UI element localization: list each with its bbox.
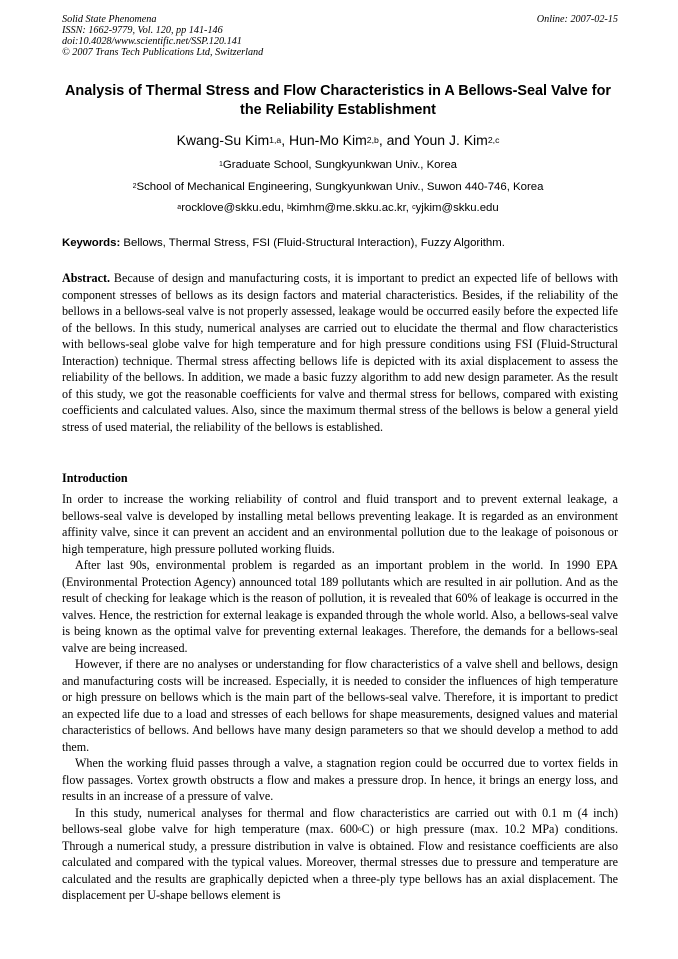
online-date: Online: 2007-02-15 — [536, 14, 618, 25]
introduction-body — [62, 491, 618, 904]
keywords-text: Bellows, Thermal Stress, FSI (Fluid-Structural Interaction), Fuzzy Algorithm. — [120, 237, 505, 249]
affiliation-text: Graduate School, Sungkyunkwan Univ., Korea — [222, 159, 457, 171]
author-emails — [62, 201, 614, 215]
author-affiliation-mark: 1,a — [269, 134, 282, 145]
author-affiliation-mark: 2,c — [487, 134, 500, 145]
copyright-line: © 2007 Trans Tech Publications Ltd, Switzerland — [62, 47, 264, 58]
author-list — [62, 131, 614, 149]
keywords — [62, 236, 618, 250]
email-link[interactable]: yjkim@skku.edu — [415, 202, 499, 214]
author-name: Youn J. Kim — [413, 132, 488, 148]
paper-title: Analysis of Thermal Stress and Flow Characteristics in A Bellows-Seal Valve for the Reliability Establishment — [65, 83, 611, 118]
affiliation-text: School of Mechanical Engineering, Sungkyunkwan Univ., Suwon 440-746, Korea — [136, 181, 544, 193]
abstract-text: Because of design and manufacturing costs, it is important to predict an expected life of bellows with component stresses of bellows as its design factors and material characteristics. Besides, if the reliability of the bellows in a bellows-seal valve is not properly assessed, leakage would be occurred easily before the expected life of the bellows. In this study, numerical analyses are carried out to elucidate the thermal and flow characteristics with bellows-seal globe valve for high temperature and for high pressure conditions using FSI (Fluid-Structural Interaction) technique. Thermal stress affecting bellows life is depicted with its axial displacement to assess the reliability of the bellows. In addition, we made a basic fuzzy algorithm to add new design parameter. As the result of this study, we got the reasonable coefficients for valve and thermal stress for bellows, compared with existing coefficients and calculated values. Also, since the maximum thermal stress of the bellows is below a general yield stress of used material, the reliability of the bellows is established. — [62, 271, 618, 434]
keywords-label: Keywords: — [62, 237, 121, 249]
email-link[interactable]: rocklove@skku.edu, — [181, 202, 288, 214]
paragraph — [62, 805, 618, 904]
email-mark: b — [287, 204, 292, 212]
email-mark: c — [412, 204, 416, 212]
author-separator: , and — [378, 132, 414, 148]
paragraph-text: In this study, numerical analyses for thermal and flow characteristics are carried out with 0.1 m (4 inch) bellows-seal globe valve for high temperature (max. 600 — [62, 805, 618, 836]
affiliation-1 — [62, 158, 614, 172]
doi-line: doi:10.4028/www.scientific.net/SSP.120.141 — [62, 36, 242, 47]
paragraph: When the working fluid passes through a valve, a stagnation region could be occurred due to vortex fields in flow passages. Vortex growth obstructs a flow and makes a pressure drop. In hence, it brings an energy loss, and results in an increase of a pressure of valve. — [62, 756, 618, 803]
email-mark: a — [177, 204, 182, 212]
journal-header — [62, 14, 618, 58]
paragraph: However, if there are no analyses or understanding for flow characteristics of a valve shell and bellows, design and manufacturing costs will be increased. Especially, it is needed to consider the influences of high temperature or high pressure on bellows which is the main part of the bellows-seal valve. Therefore, it is important to predict an expected life due to a load and stresses of each bellows for shape measurements, designed values and material characteristics of bellows. And bellows have many design parameters so that we should develop a method to add them. — [62, 657, 618, 754]
author-separator: , — [281, 132, 289, 148]
affiliation-mark: 1 — [219, 161, 223, 169]
section-heading-introduction: Introduction — [62, 471, 128, 485]
author-name: Hun-Mo Kim — [289, 132, 367, 148]
issn-line: ISSN: 1662-9779, Vol. 120, pp 141-146 — [62, 25, 223, 36]
abstract — [62, 270, 618, 435]
author-affiliation-mark: 2,b — [366, 134, 379, 145]
paragraph-text: C) or high pressure (max. 10.2 MPa) conditions. Through a numerical study, a pressure distribution in valve is obtained. Flow and resistance coefficients are also calculated and compared with the typical values. Moreover, thermal stresses due to pressure and temperature are calculated and the results are graphically depicted when a three-ply type bellows has an axial displacement. The displacement per U-shape bellows element is — [62, 822, 618, 902]
affiliation-2 — [62, 180, 614, 194]
affiliation-mark: 2 — [132, 183, 137, 191]
author-name: Kwang-Su Kim — [176, 132, 270, 148]
degree-mark: o — [357, 824, 362, 834]
abstract-label: Abstract. — [62, 271, 111, 285]
paragraph: In order to increase the working reliability of control and fluid transport and to prevent external leakage, a bellows-seal valve is developed by installing metal bellows preventing leakage. It is regarded as an environment affinity valve, since it can prevent an accident and an environmental pollution due to the leakage of poisonous or high temperature, high pressure polluted working fluids. — [62, 492, 618, 556]
email-link[interactable]: kimhm@me.skku.ac.kr, — [291, 202, 413, 214]
journal-name: Solid State Phenomena — [62, 14, 157, 25]
paragraph: After last 90s, environmental problem is regarded as an important problem in the world. In 1990 EPA (Environmental Protection Agency) announced total 189 pollutants which are resulted in air pollution. And as the result of checking for leakage which is the reason of pollution, it is revealed that 60% of leakage is occurred in the valves. Hence, the restriction for external leakage is expanded through the whole world. Also, a bellows-seal valve is being known as the optimal valve for preventing external leakages. Therefore, the demands for a bellows-seal valve are being increased. — [62, 558, 618, 655]
